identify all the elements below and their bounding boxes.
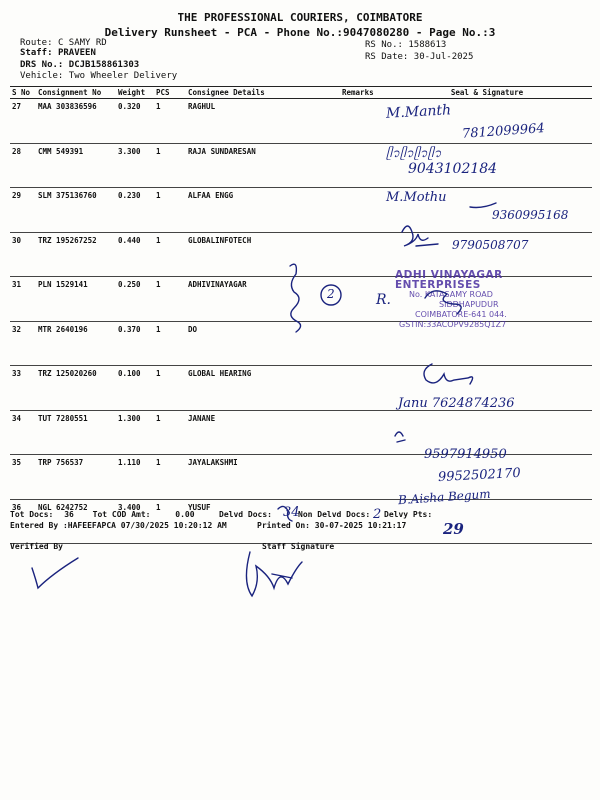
signature-36-phone: 9952502170: [437, 465, 522, 486]
cell-pcs: 1: [154, 410, 186, 455]
rs-no-line: [365, 40, 446, 50]
cell-sno: 36: [10, 499, 36, 544]
cell-consignee: JAYALAKSHMI: [186, 455, 340, 500]
cell-remarks: [340, 455, 382, 500]
cell-pcs: 1: [154, 232, 186, 277]
stamp-name: ADHI VINAYAGAR ENTERPRISES: [395, 269, 503, 291]
col-pcs: PCS: [154, 87, 186, 99]
cell-pcs: 1: [154, 499, 186, 544]
cell-sno: 34: [10, 410, 36, 455]
delvd-docs-handwritten: 34: [283, 505, 300, 520]
cell-remarks: [340, 321, 382, 366]
signature-28-phone: 9043102184: [408, 161, 498, 177]
cell-consignee: GLOBAL HEARING: [186, 366, 340, 411]
cell-weight: 0.100: [116, 366, 154, 411]
signature-29-phone: 9360995168: [492, 208, 569, 222]
signature-35-phone: 9597914950: [424, 447, 507, 462]
cell-sno: 33: [10, 366, 36, 411]
tot-cod-label: Tot COD Amt:: [92, 510, 151, 519]
cell-sno: 35: [10, 455, 36, 500]
route-value: C SAMY RD: [57, 38, 107, 48]
signature-36-name: B.Aisha Begum: [397, 486, 492, 508]
route-label: Route:: [20, 38, 53, 48]
verified-by-check: [32, 558, 78, 588]
company-stamp: [395, 270, 585, 330]
cell-sno: 27: [10, 99, 36, 144]
stamp-line-1: No. KATASAMY ROAD: [409, 290, 493, 299]
col-sno: S No: [10, 87, 36, 99]
cell-weight: 3.300: [116, 143, 154, 188]
cell-weight: 0.370: [116, 321, 154, 366]
cell-consignment: MTR 2640196: [36, 321, 116, 366]
drs-value: DCJB158861303: [68, 60, 140, 70]
staff-signature-stroke: [246, 552, 302, 596]
cell-consignment: MAA 303836596: [36, 99, 116, 144]
cell-weight: 3.400: [116, 499, 154, 544]
cell-pcs: 1: [154, 143, 186, 188]
non-delvd-docs-label: Non Delvd Docs:: [298, 510, 371, 519]
cell-remarks: [340, 232, 382, 277]
signature-32-mark: R.: [376, 292, 391, 308]
drs-label: DRS No.:: [20, 60, 64, 70]
vehicle-label: Vehicle:: [20, 71, 64, 81]
table-row: [10, 143, 592, 188]
vehicle-value: Two Wheeler Delivery: [68, 71, 178, 81]
drs-line: [20, 60, 139, 70]
cell-weight: 0.230: [116, 188, 154, 233]
staff-value: PRAVEEN: [57, 48, 96, 58]
delvy-pts-label: Delvy Pts:: [384, 510, 433, 519]
tot-docs-label: Tot Docs:: [10, 510, 54, 519]
staff-label: Staff:: [20, 48, 53, 58]
cell-consignee: JANANE: [186, 410, 340, 455]
cell-consignment: TUT 7280551: [36, 410, 116, 455]
circled-mark: 2: [327, 287, 335, 301]
col-seal-signature: Seal & Signature: [382, 87, 592, 99]
cell-weight: 0.250: [116, 277, 154, 322]
entered-by: Entered By :HAFEEFAPCA 07/30/2025 10:20:12 AM: [10, 521, 227, 530]
cell-consignee: RAGHUL: [186, 99, 340, 144]
cell-consignment: NGL 6242752: [36, 499, 116, 544]
table-header-row: [10, 87, 592, 99]
cell-weight: 1.110: [116, 455, 154, 500]
cell-consignment: TRP 756537: [36, 455, 116, 500]
cell-pcs: 1: [154, 321, 186, 366]
delvy-pts-handwritten: 29: [443, 520, 464, 538]
cell-pcs: 1: [154, 99, 186, 144]
col-consignee: Consignee Details: [186, 87, 340, 99]
staff-line: [20, 48, 96, 58]
cell-pcs: 1: [154, 188, 186, 233]
signature-27-name: M.Manth: [385, 102, 452, 122]
cell-consignee: GLOBALINFOTECH: [186, 232, 340, 277]
stamp-line-3: COIMBATORE-641 044.: [415, 310, 507, 319]
rs-date-value: 30-Jul-2025: [413, 52, 474, 62]
rs-no-value: 1588613: [408, 40, 447, 50]
col-consignment: Consignment No: [36, 87, 116, 99]
signature-29-name: M.Mothu: [386, 190, 447, 205]
cell-sno: 30: [10, 232, 36, 277]
cell-remarks: [340, 410, 382, 455]
footer-totals: [10, 510, 195, 519]
route-line: [20, 38, 107, 48]
stamp-line-2: SIDDHAPUDUR: [439, 300, 499, 309]
staff-signature-label: Staff Signature: [262, 542, 335, 551]
rs-no-label: RS No.:: [365, 40, 403, 50]
cell-consignment: CMM 549391: [36, 143, 116, 188]
cell-pcs: 1: [154, 366, 186, 411]
cell-pcs: 1: [154, 277, 186, 322]
cell-weight: 0.440: [116, 232, 154, 277]
cell-consignment: TRZ 195267252: [36, 232, 116, 277]
cell-consignment: TRZ 125020260: [36, 366, 116, 411]
vehicle-line: [20, 71, 177, 81]
cell-remarks: [340, 366, 382, 411]
company-title: THE PROFESSIONAL COURIERS, COIMBATORE: [177, 11, 423, 24]
runsheet-subtitle: Delivery Runsheet - PCA - Phone No.:9047080280 - Page No.:3: [104, 26, 496, 39]
signature-27-phone: 7812099964: [461, 121, 546, 142]
signature-30-phone: 9790508707: [452, 238, 529, 252]
printed-on: Printed On: 30-07-2025 10:21:17: [257, 521, 407, 530]
col-weight: Weight: [116, 87, 154, 99]
cell-remarks: [340, 99, 382, 144]
stamp-line-4: GSTIN:33ACOPV9285Q1Z7: [399, 320, 507, 329]
cell-remarks: [340, 143, 382, 188]
cell-weight: 1.300: [116, 410, 154, 455]
rs-date-label: RS Date:: [365, 52, 409, 62]
cell-consignee: ALFAA ENGG: [186, 188, 340, 233]
cell-sno: 32: [10, 321, 36, 366]
cell-consignee: YUSUF: [186, 499, 340, 544]
cell-consignee: ADHIVINAYAGAR: [186, 277, 340, 322]
signature-34-note: Janu 7624874236: [398, 396, 515, 411]
tot-docs-value: 36: [64, 510, 74, 519]
cell-weight: 0.320: [116, 99, 154, 144]
col-remarks: Remarks: [340, 87, 382, 99]
rs-date-line: [365, 52, 473, 62]
cell-consignee: RAJA SUNDARESAN: [186, 143, 340, 188]
verified-by-label: Verified By: [10, 542, 63, 551]
cell-consignment: SLM 375136760: [36, 188, 116, 233]
tot-cod-value: 0.00: [175, 510, 195, 519]
cell-consignee: DO: [186, 321, 340, 366]
cell-pcs: 1: [154, 455, 186, 500]
cell-consignment: PLN 1529141: [36, 277, 116, 322]
signature-28-scribble: ᥫ᭡ᥫ᭡ᥫ᭡ᥫ᭡: [386, 146, 442, 160]
cell-remarks: [340, 188, 382, 233]
non-delvd-handwritten: 2: [373, 507, 382, 522]
delvd-docs-label: Delvd Docs:: [219, 510, 272, 519]
cell-sno: 28: [10, 143, 36, 188]
cell-sno: 29: [10, 188, 36, 233]
cell-sno: 31: [10, 277, 36, 322]
